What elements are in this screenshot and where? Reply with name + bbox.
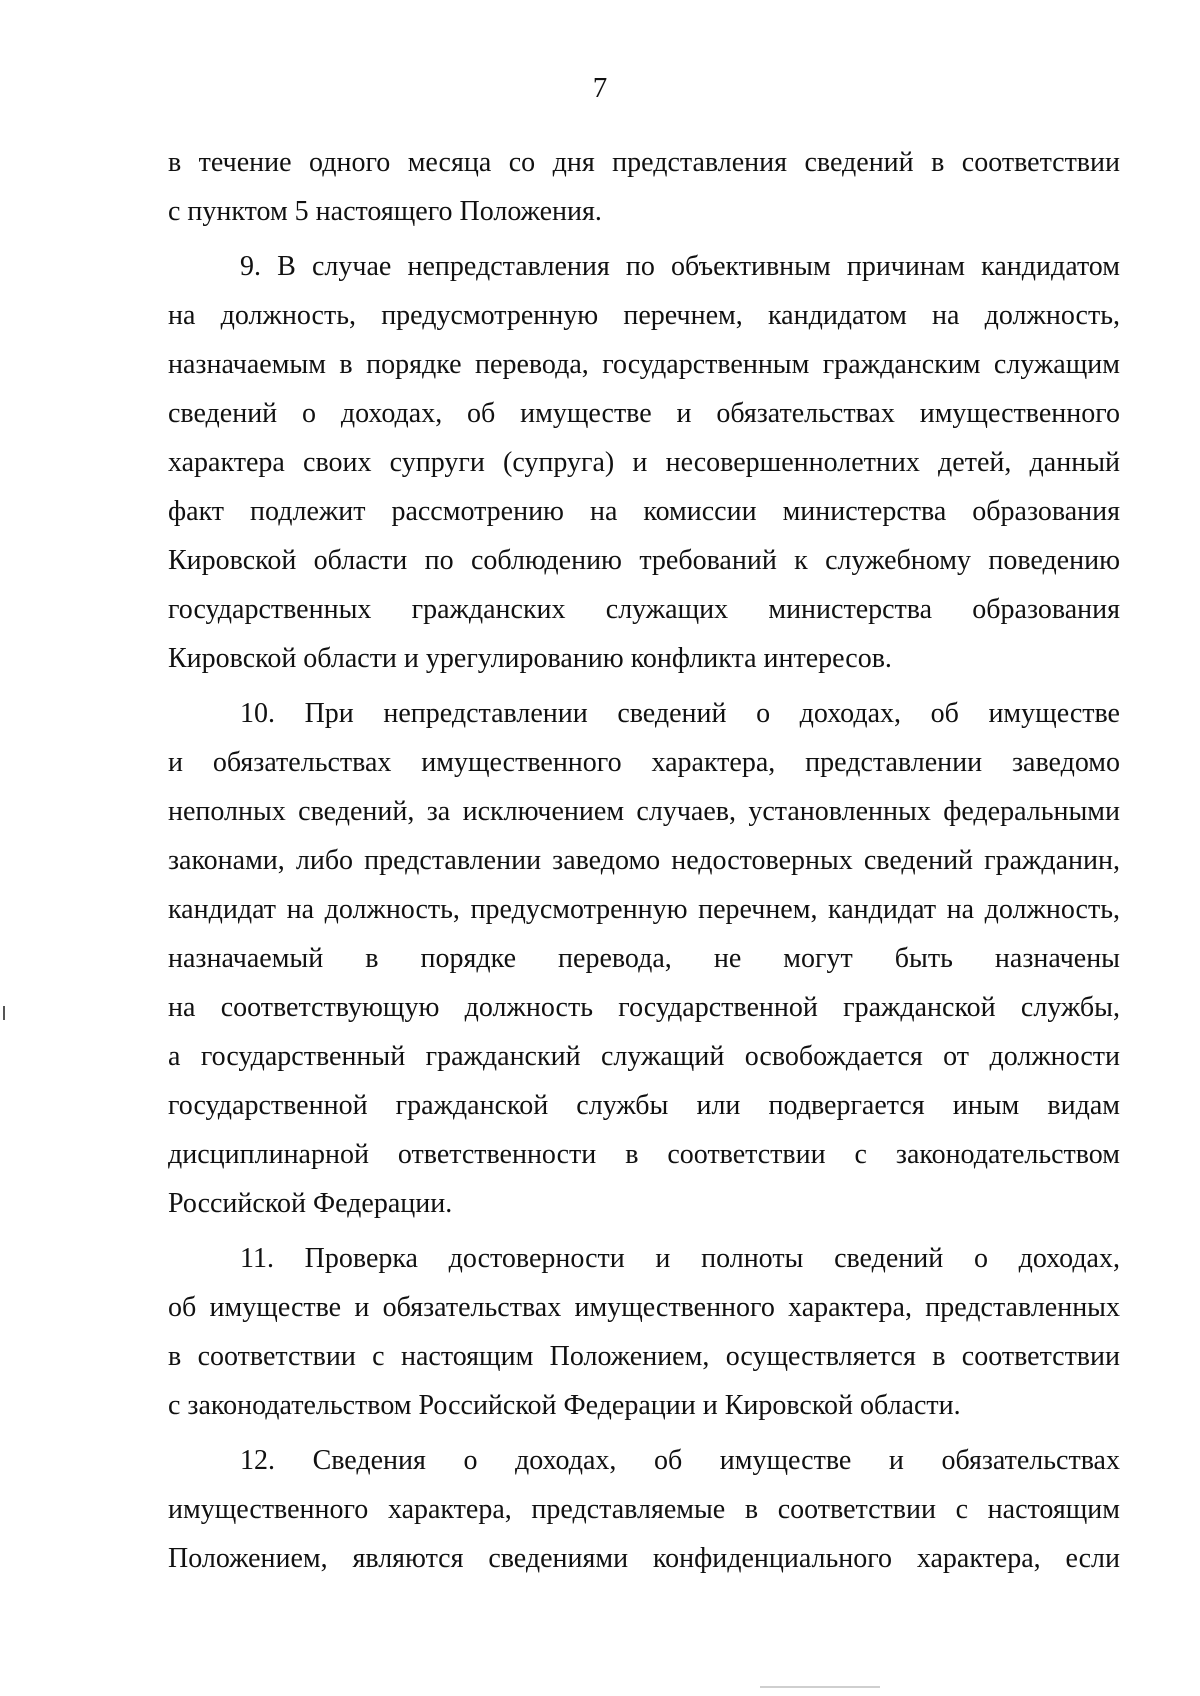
text-line: на соответствующую должность государственной гражданской службы, — [168, 992, 1120, 1023]
text-line: Кировской области по соблюдению требований к служебному поведению — [168, 545, 1120, 576]
text-line: сведений о доходах, об имуществе и обязательствах имущественного — [168, 398, 1120, 429]
text-line: в соответствии с настоящим Положением, осуществляется в соответствии — [168, 1341, 1120, 1372]
text-line: а государственный гражданский служащий освобождается от должности — [168, 1041, 1120, 1072]
text-line: с законодательством Российской Федерации и Кировской области. — [168, 1390, 961, 1421]
document-body — [168, 138, 1120, 1583]
text-line: назначаемым в порядке перевода, государственным гражданским служащим — [168, 349, 1120, 380]
text-line: Кировской области и урегулированию конфликта интересов. — [168, 643, 892, 674]
paragraph-first-line: 12. Сведения о доходах, об имуществе и обязательствах — [240, 1445, 1120, 1476]
scan-artifact — [760, 1686, 880, 1688]
text-line: дисциплинарной ответственности в соответствии с законодательством — [168, 1139, 1120, 1170]
text-line: с пунктом 5 настоящего Положения. — [168, 196, 602, 227]
text-line: факт подлежит рассмотрению на комиссии министерства образования — [168, 496, 1120, 527]
text-line: на должность, предусмотренную перечнем, кандидатом на должность, — [168, 300, 1120, 331]
text-line: неполных сведений, за исключением случаев, установленных федеральными — [168, 796, 1120, 827]
paragraph-first-line: 11. Проверка достоверности и полноты сведений о доходах, — [240, 1243, 1120, 1274]
text-line: Российской Федерации. — [168, 1188, 453, 1219]
text-line: Положением, являются сведениями конфиденциального характера, если — [168, 1543, 1120, 1574]
text-line: законами, либо представлении заведомо недостоверных сведений гражданин, — [168, 845, 1120, 876]
text-line: в течение одного месяца со дня представления сведений в соответствии — [168, 147, 1120, 178]
text-line: об имуществе и обязательствах имущественного характера, представленных — [168, 1292, 1120, 1323]
text-line: и обязательствах имущественного характера, представлении заведомо — [168, 747, 1120, 778]
text-line: государственной гражданской службы или подвергается иным видам — [168, 1090, 1120, 1121]
text-line: государственных гражданских служащих министерства образования — [168, 594, 1120, 625]
paragraph-first-line: 9. В случае непредставления по объективным причинам кандидатом — [240, 251, 1120, 282]
text-line: характера своих супруги (супруга) и несовершеннолетних детей, данный — [168, 447, 1120, 478]
text-line: кандидат на должность, предусмотренную перечнем, кандидат на должность, — [168, 894, 1120, 925]
text-line: назначаемый в порядке перевода, не могут быть назначены — [168, 943, 1120, 974]
paragraph-first-line: 10. При непредставлении сведений о доходах, об имуществе — [240, 698, 1120, 729]
page-number: 7 — [592, 72, 608, 104]
scan-margin-mark — [3, 1006, 5, 1020]
text-line: имущественного характера, представляемые в соответствии с настоящим — [168, 1494, 1120, 1525]
